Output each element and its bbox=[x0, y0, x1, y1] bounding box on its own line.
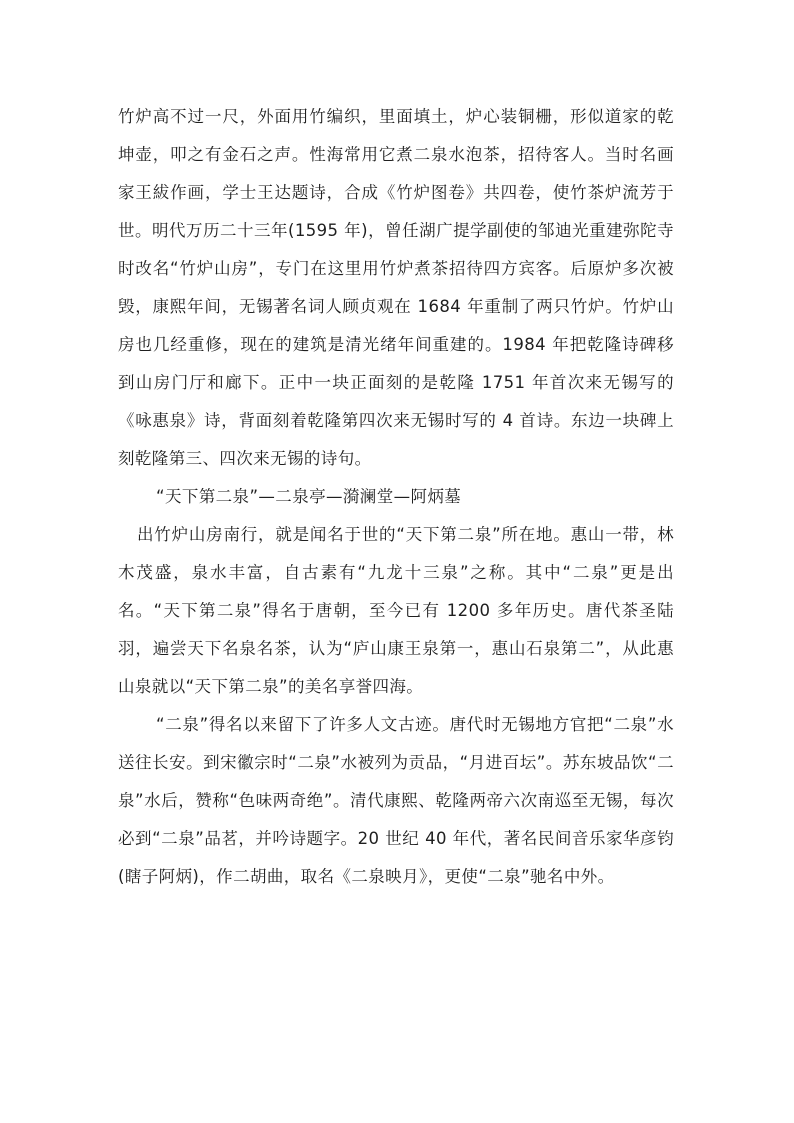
document-body bbox=[118, 98, 674, 896]
section-heading-second-spring: “天下第二泉”—二泉亭—漪澜堂—阿炳墓 bbox=[156, 487, 462, 506]
paragraph-second-spring: 出竹炉山房南行，就是闻名于世的“天下第二泉”所在地。惠山一带，林木茂盛，泉水丰富，自古素有“九龙十三泉”之称。其中“二泉”更是出名。“天下第二泉”得名于唐朝，至今已有 1200 多年历史。唐代茶圣陆羽，遍尝天下名泉名茶，认为“庐山康王泉第一，惠山石泉第二”，从此惠山泉就以“天下第二泉”的美名享誉四海。 bbox=[118, 525, 674, 696]
paragraph-bamboo-stove: 竹炉高不过一尺，外面用竹编织，里面填土，炉心装铜栅，形似道家的乾坤壶，叩之有金石之声。性海常用它煮二泉水泡茶，招待客人。当时名画家王紱作画，学士王达题诗，合成《竹炉图卷》共四卷，使竹茶炉流芳于世。明代万历二十三年(1595 年)，曾任湖广提学副使的邹迪光重建弥陀寺时改名“竹炉山房”，专门在这里用竹炉煮茶招待四方宾客。后原炉多次被毁，康熙年间，无锡著名词人顾贞观在 1684 年重制了两只竹炉。竹炉山房也几经重修，现在的建筑是清光绪年间重建的。1984 年把乾隆诗碑移到山房门厅和廊下。正中一块正面刻的是乾隆 1751 年首次来无锡写的《咏惠泉》诗，背面刻着乾隆第四次来无锡时写的 4 首诗。东边一块碑上刻乾隆第三、四次来无锡的诗句。 bbox=[118, 107, 674, 468]
paragraph-cultural-relics: “二泉”得名以来留下了许多人文古迹。唐代时无锡地方官把“二泉”水送往长安。到宋徽宗时“二泉”水被列为贡品，“月进百坛”。苏东坡品饮“二泉”水后，赞称“色味两奇绝”。清代康熙、乾隆两帝六次南巡至无锡，每次必到“二泉”品茗，并吟诗题字。20 世纪 40 年代，著名民间音乐家华彦钧(瞎子阿炳)，作二胡曲，取名《二泉映月》，更使“二泉”驰名中外。 bbox=[118, 715, 674, 886]
